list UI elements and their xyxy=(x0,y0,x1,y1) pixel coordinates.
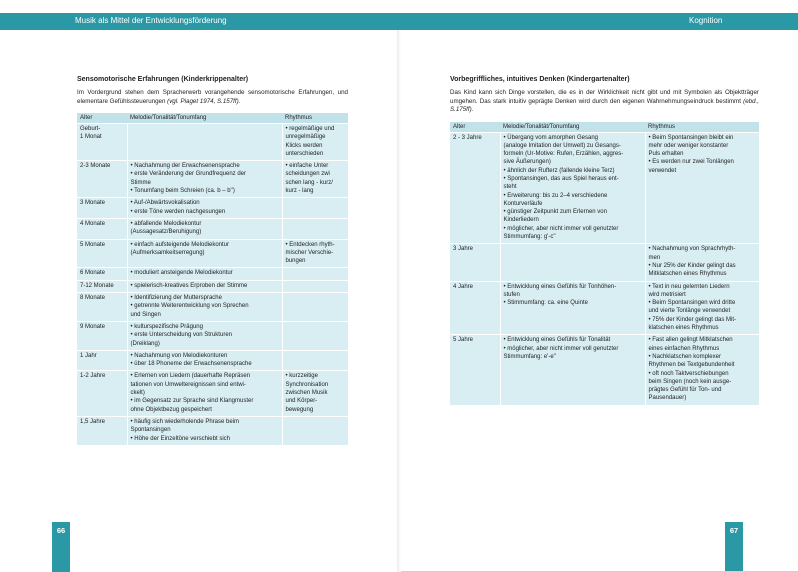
cell-line: • häufig sich wiederholende Phrase beim xyxy=(130,418,239,425)
cell-line: • im Gegensatz zur Sprache sind Klangmuster xyxy=(130,398,254,405)
cell-age xyxy=(77,218,127,239)
cell-line: 4 Monate xyxy=(80,220,106,227)
cell-line: formeln (Ur-Motive: Rufen, Erzählen, aggres- xyxy=(503,151,624,158)
cell-line: Kinderliedern xyxy=(503,217,539,224)
cell-line: • günstiger Zeitpunkt zum Erlernen von xyxy=(503,209,607,216)
cell-line: 2-3 Monate xyxy=(80,163,111,170)
cell-melodie xyxy=(127,350,282,371)
cell-line: • Nur 25% der Kinder gelingt das xyxy=(648,262,736,269)
cell-line: klatschen eines Rhythmus xyxy=(648,325,719,332)
cell-melodie xyxy=(127,124,282,161)
cell-line: • kurzzeitige xyxy=(285,373,318,380)
cell-line: bungen xyxy=(285,258,306,265)
cell-line: • möglicher, aber nicht immer voll genutzter xyxy=(503,345,619,352)
cell-melodie xyxy=(500,244,645,281)
cell-melodie xyxy=(127,280,282,292)
cell-line: steht xyxy=(503,184,517,191)
cell-line: ohne Objektbezug gespeichert xyxy=(130,406,212,413)
cell-line: wird metrisiert xyxy=(648,291,686,298)
table-row xyxy=(77,268,348,280)
cell-line: • Es werden nur zwei Tonlängen xyxy=(648,159,734,166)
cell-line: • regelmäßige und xyxy=(285,126,335,132)
table-row xyxy=(77,124,348,161)
cell-melodie xyxy=(127,321,282,350)
cell-line: • oft noch Taktverschiebungen xyxy=(648,370,729,377)
left-citation: (vgl. Piaget 1974, S.157ff). xyxy=(167,97,241,105)
cell-line: • getrennte Weiterentwicklung von Sprechen xyxy=(130,303,249,310)
cell-line: 1 Monat xyxy=(80,134,102,141)
table-row xyxy=(450,132,759,244)
cell-line: Synchronisation xyxy=(285,381,329,388)
right-intro: Das Kind kann sich Dinge vorstellen, die es in der Wirklichkeit nicht gibt und mit Symbolen als Objektträger umgehen. Das stark intuitiv geprägte Denken wird durch den eigenen Wahrnehmungseindruck bestimmt (ebd., S.175ff). xyxy=(450,89,759,113)
cell-rhythmus xyxy=(282,198,348,219)
col-header-rhythmus: Rhythmus xyxy=(645,122,759,133)
right-heading: Vorbegriffliches, intuitives Denken (Kindergartenalter) xyxy=(450,76,630,83)
cell-melodie xyxy=(127,239,282,268)
cell-rhythmus xyxy=(282,268,348,280)
cell-line: • moduliert ansteigende Melodiekontur xyxy=(130,270,233,277)
cell-melodie xyxy=(500,132,645,244)
cell-rhythmus xyxy=(282,371,348,416)
cell-age xyxy=(77,416,127,445)
cell-line: • Beim Spontansingen wird dritte xyxy=(648,300,736,307)
cell-line: 1 Jahr xyxy=(80,352,97,359)
cell-melodie xyxy=(500,281,645,335)
cell-line: • erste Töne werden nachgesungen xyxy=(130,208,226,215)
cell-line: und Körper- xyxy=(285,398,318,405)
table-row xyxy=(450,335,759,405)
cell-line: 3 Jahre xyxy=(453,246,474,253)
cell-line: schen lang - kurz/ xyxy=(285,179,333,186)
cell-line: Konturverläufe xyxy=(503,200,543,207)
cell-line: • Auf-/Abwärtsvokalisation xyxy=(130,200,200,207)
cell-line: • Stimmumfang: ca. eine Quinte xyxy=(503,300,588,307)
page-number-left: 66 xyxy=(52,522,70,572)
cell-melodie xyxy=(127,416,282,445)
header-left-title: Musik als Mittel der Entwicklungsförderung xyxy=(75,16,227,25)
cell-age xyxy=(77,161,127,198)
table-row xyxy=(77,161,348,198)
cell-line: • erste Veränderung der Grundfrequenz der xyxy=(130,171,247,178)
cell-line: Mitklatschen eines Rhythmus xyxy=(648,271,727,278)
cell-melodie xyxy=(127,371,282,416)
cell-melodie xyxy=(500,335,645,405)
cell-line: 2 - 3 Jahre xyxy=(453,134,482,141)
cell-age xyxy=(77,280,127,292)
cell-line: eines einfachen Rhythmus xyxy=(648,345,720,352)
cell-rhythmus xyxy=(645,132,759,244)
cell-line: • Entdecken rhyth- xyxy=(285,241,335,248)
cell-rhythmus xyxy=(282,218,348,239)
cell-rhythmus xyxy=(282,350,348,371)
left-table xyxy=(77,113,348,446)
cell-line: 1-2 Jahre xyxy=(80,373,106,380)
cell-age xyxy=(77,268,127,280)
cell-line: • Erlernen von Liedern (dauerhafte Repräsen xyxy=(130,373,251,380)
cell-line: kurz - lang xyxy=(285,188,314,195)
table-row xyxy=(77,198,348,219)
cell-line: • Fast allen gelingt Mitklatschen xyxy=(648,337,733,344)
cell-age xyxy=(450,335,500,405)
cell-line: verwendet xyxy=(648,167,677,174)
cell-line: Stimmumfang: g'-c'' xyxy=(503,234,556,241)
cell-age xyxy=(77,239,127,268)
right-table xyxy=(450,122,759,406)
cell-age xyxy=(77,371,127,416)
cell-age xyxy=(77,350,127,371)
cell-line: • erste Unterscheidung von Strukturen xyxy=(130,332,232,339)
cell-line: Stimme xyxy=(130,179,151,186)
table-row xyxy=(450,281,759,335)
cell-line: 1,5 Jahre xyxy=(80,418,106,425)
cell-line: Rhythmen bei Textgebundenheit xyxy=(648,362,735,369)
cell-line: Spontansingen xyxy=(130,427,171,434)
table-row xyxy=(77,371,348,416)
cell-line: 8 Monate xyxy=(80,295,106,302)
cell-rhythmus xyxy=(282,280,348,292)
cell-line: • über 18 Phoneme der Erwachsenensprache xyxy=(130,361,252,368)
cell-line: Stimmumfang: e'-e'' xyxy=(503,353,556,360)
cell-line: • Entwicklung eines Gefühls für Tonhöhen- xyxy=(503,283,617,290)
cell-age xyxy=(450,244,500,281)
col-header-melodie: Melodie/Tonalität/Tonumfang xyxy=(500,122,645,133)
col-header-age: Alter xyxy=(450,122,500,133)
cell-line: • Spontansingen, das aus Spiel heraus ent- xyxy=(503,175,619,182)
cell-age xyxy=(77,198,127,219)
header-bar xyxy=(0,13,798,30)
cell-line: 4 Jahre xyxy=(453,283,474,290)
cell-line: • Tonumfang beim Schreien (ca. b – b'') xyxy=(130,188,235,195)
cell-line: • Nachahmung von Melodiekonturen xyxy=(130,352,228,359)
cell-line: • Beim Spontansingen bleibt ein xyxy=(648,134,734,141)
cell-line: sive Äußerungen) xyxy=(503,159,551,166)
cell-rhythmus xyxy=(645,335,759,405)
cell-line: mehr oder weniger konstanter xyxy=(648,142,729,149)
right-citation: (ebd., S.175ff). xyxy=(450,97,759,113)
cell-line: • spielerisch-kreatives Erproben der Stimme xyxy=(130,282,248,289)
cell-age xyxy=(77,321,127,350)
cell-line: Klicks werden xyxy=(285,142,323,149)
cell-line: und vierte Tonlänge verwendet xyxy=(648,308,731,315)
table-row xyxy=(77,293,348,322)
cell-line: 3 Monate xyxy=(80,200,106,207)
cell-line: men xyxy=(648,254,661,261)
cell-line: bewegung xyxy=(285,406,314,413)
cell-line: • Identifizierung der Muttersprache xyxy=(130,295,222,302)
table-row xyxy=(450,244,759,281)
cell-melodie xyxy=(127,218,282,239)
cell-age xyxy=(77,293,127,322)
left-heading: Sensomotorische Erfahrungen (Kinderkrippenalter) xyxy=(77,76,249,83)
cell-rhythmus xyxy=(282,293,348,322)
left-page-content xyxy=(77,76,348,446)
cell-line: • Text in neu gelernten Liedern xyxy=(648,283,730,290)
cell-rhythmus xyxy=(282,239,348,268)
table-row xyxy=(77,280,348,292)
cell-line: 5 Monate xyxy=(80,241,106,248)
cell-line: stufen xyxy=(503,291,520,298)
page-number-right: 67 xyxy=(725,522,743,572)
cell-rhythmus xyxy=(645,281,759,335)
header-right-title: Kognition xyxy=(689,16,723,25)
cell-line: Puls erhalten xyxy=(648,151,684,158)
cell-line: • möglicher, aber nicht immer voll genutzter xyxy=(503,225,619,232)
cell-line: 9 Monate xyxy=(80,323,106,330)
cell-rhythmus xyxy=(282,321,348,350)
left-intro: Im Vordergrund stehen dem Spracherwerb vorangehende sensomotorische Erfahrungen, und elementare Gefühlssteuerungen (vgl. Piaget 1974, S.157ff). xyxy=(77,89,348,105)
cell-line: ckelt) xyxy=(130,390,145,397)
table-row xyxy=(77,416,348,445)
cell-line: • Nachahmung von Sprachrhyth- xyxy=(648,246,736,253)
cell-line: prägtes Gefühl für Ton- und xyxy=(648,387,722,394)
cell-line: • einfache Unter xyxy=(285,163,329,170)
cell-line: (Aussagesatz/Beruhigung) xyxy=(130,229,202,236)
cell-rhythmus xyxy=(282,161,348,198)
col-header-melodie: Melodie/Tonalität/Tonumfang xyxy=(127,113,282,124)
cell-line: Geburt- xyxy=(80,126,101,132)
book-gutter xyxy=(397,30,401,572)
cell-line: • Nachklatschen komplexer xyxy=(648,353,721,360)
cell-line: • Entwicklung eines Gefühls für Tonalität xyxy=(503,337,611,344)
table-row xyxy=(77,218,348,239)
cell-rhythmus xyxy=(282,416,348,445)
cell-line: zwischen Musik xyxy=(285,390,328,397)
cell-line: 7-12 Monate xyxy=(80,282,114,289)
cell-line: 5 Jahre xyxy=(453,337,474,344)
cell-line: (Aufmerksamkeitserregung) xyxy=(130,249,205,256)
right-page-content xyxy=(450,76,759,406)
cell-rhythmus xyxy=(282,124,348,161)
table-row xyxy=(77,239,348,268)
cell-line: tationen von Umweltereignissen sind entwi- xyxy=(130,381,246,388)
cell-line: (analoge Imitation der Umwelt) zu Gesangs- xyxy=(503,142,621,149)
cell-age xyxy=(77,124,127,161)
cell-line: • Nachahmung der Erwachsenensprache xyxy=(130,163,240,170)
cell-line: unregelmäßige xyxy=(285,134,326,141)
cell-melodie xyxy=(127,198,282,219)
col-header-age: Alter xyxy=(77,113,127,124)
cell-age xyxy=(450,132,500,244)
cell-line: • Erweiterung: bis zu 2–4 verschiedene xyxy=(503,192,608,199)
cell-line: • Übergang vom amorphen Gesang xyxy=(503,134,598,141)
cell-rhythmus xyxy=(645,244,759,281)
cell-melodie xyxy=(127,268,282,280)
table-row xyxy=(77,350,348,371)
cell-melodie xyxy=(127,293,282,322)
table-header-row xyxy=(450,122,759,133)
cell-line: scheidungen zwi xyxy=(285,171,330,178)
cell-line: beim Singen (noch kein ausge- xyxy=(648,378,732,385)
cell-line: • kulturspezifische Prägung xyxy=(130,323,203,330)
cell-line: • abfallende Melodiekontur xyxy=(130,220,202,227)
cell-line: (Dreiklang) xyxy=(130,340,160,347)
cell-melodie xyxy=(127,161,282,198)
col-header-rhythmus: Rhythmus xyxy=(282,113,348,124)
cell-line: 6 Monate xyxy=(80,270,106,277)
table-header-row xyxy=(77,113,348,124)
table-row xyxy=(77,321,348,350)
cell-line: • ähnlich der Rufterz (fallende kleine Terz) xyxy=(503,167,615,174)
cell-line: unterschieden xyxy=(285,150,324,157)
cell-age xyxy=(450,281,500,335)
cell-line: und Singen xyxy=(130,311,161,318)
cell-line: Pausendauer) xyxy=(648,395,687,402)
cell-line: • einfach aufsteigende Melodiekontur xyxy=(130,241,229,248)
cell-line: mischer Verschie- xyxy=(285,249,334,256)
cell-line: • 75% der Kinder gelingt das Mit- xyxy=(648,316,736,323)
cell-line: • Höhe der Einzeltöne verschiebt sich xyxy=(130,435,230,442)
